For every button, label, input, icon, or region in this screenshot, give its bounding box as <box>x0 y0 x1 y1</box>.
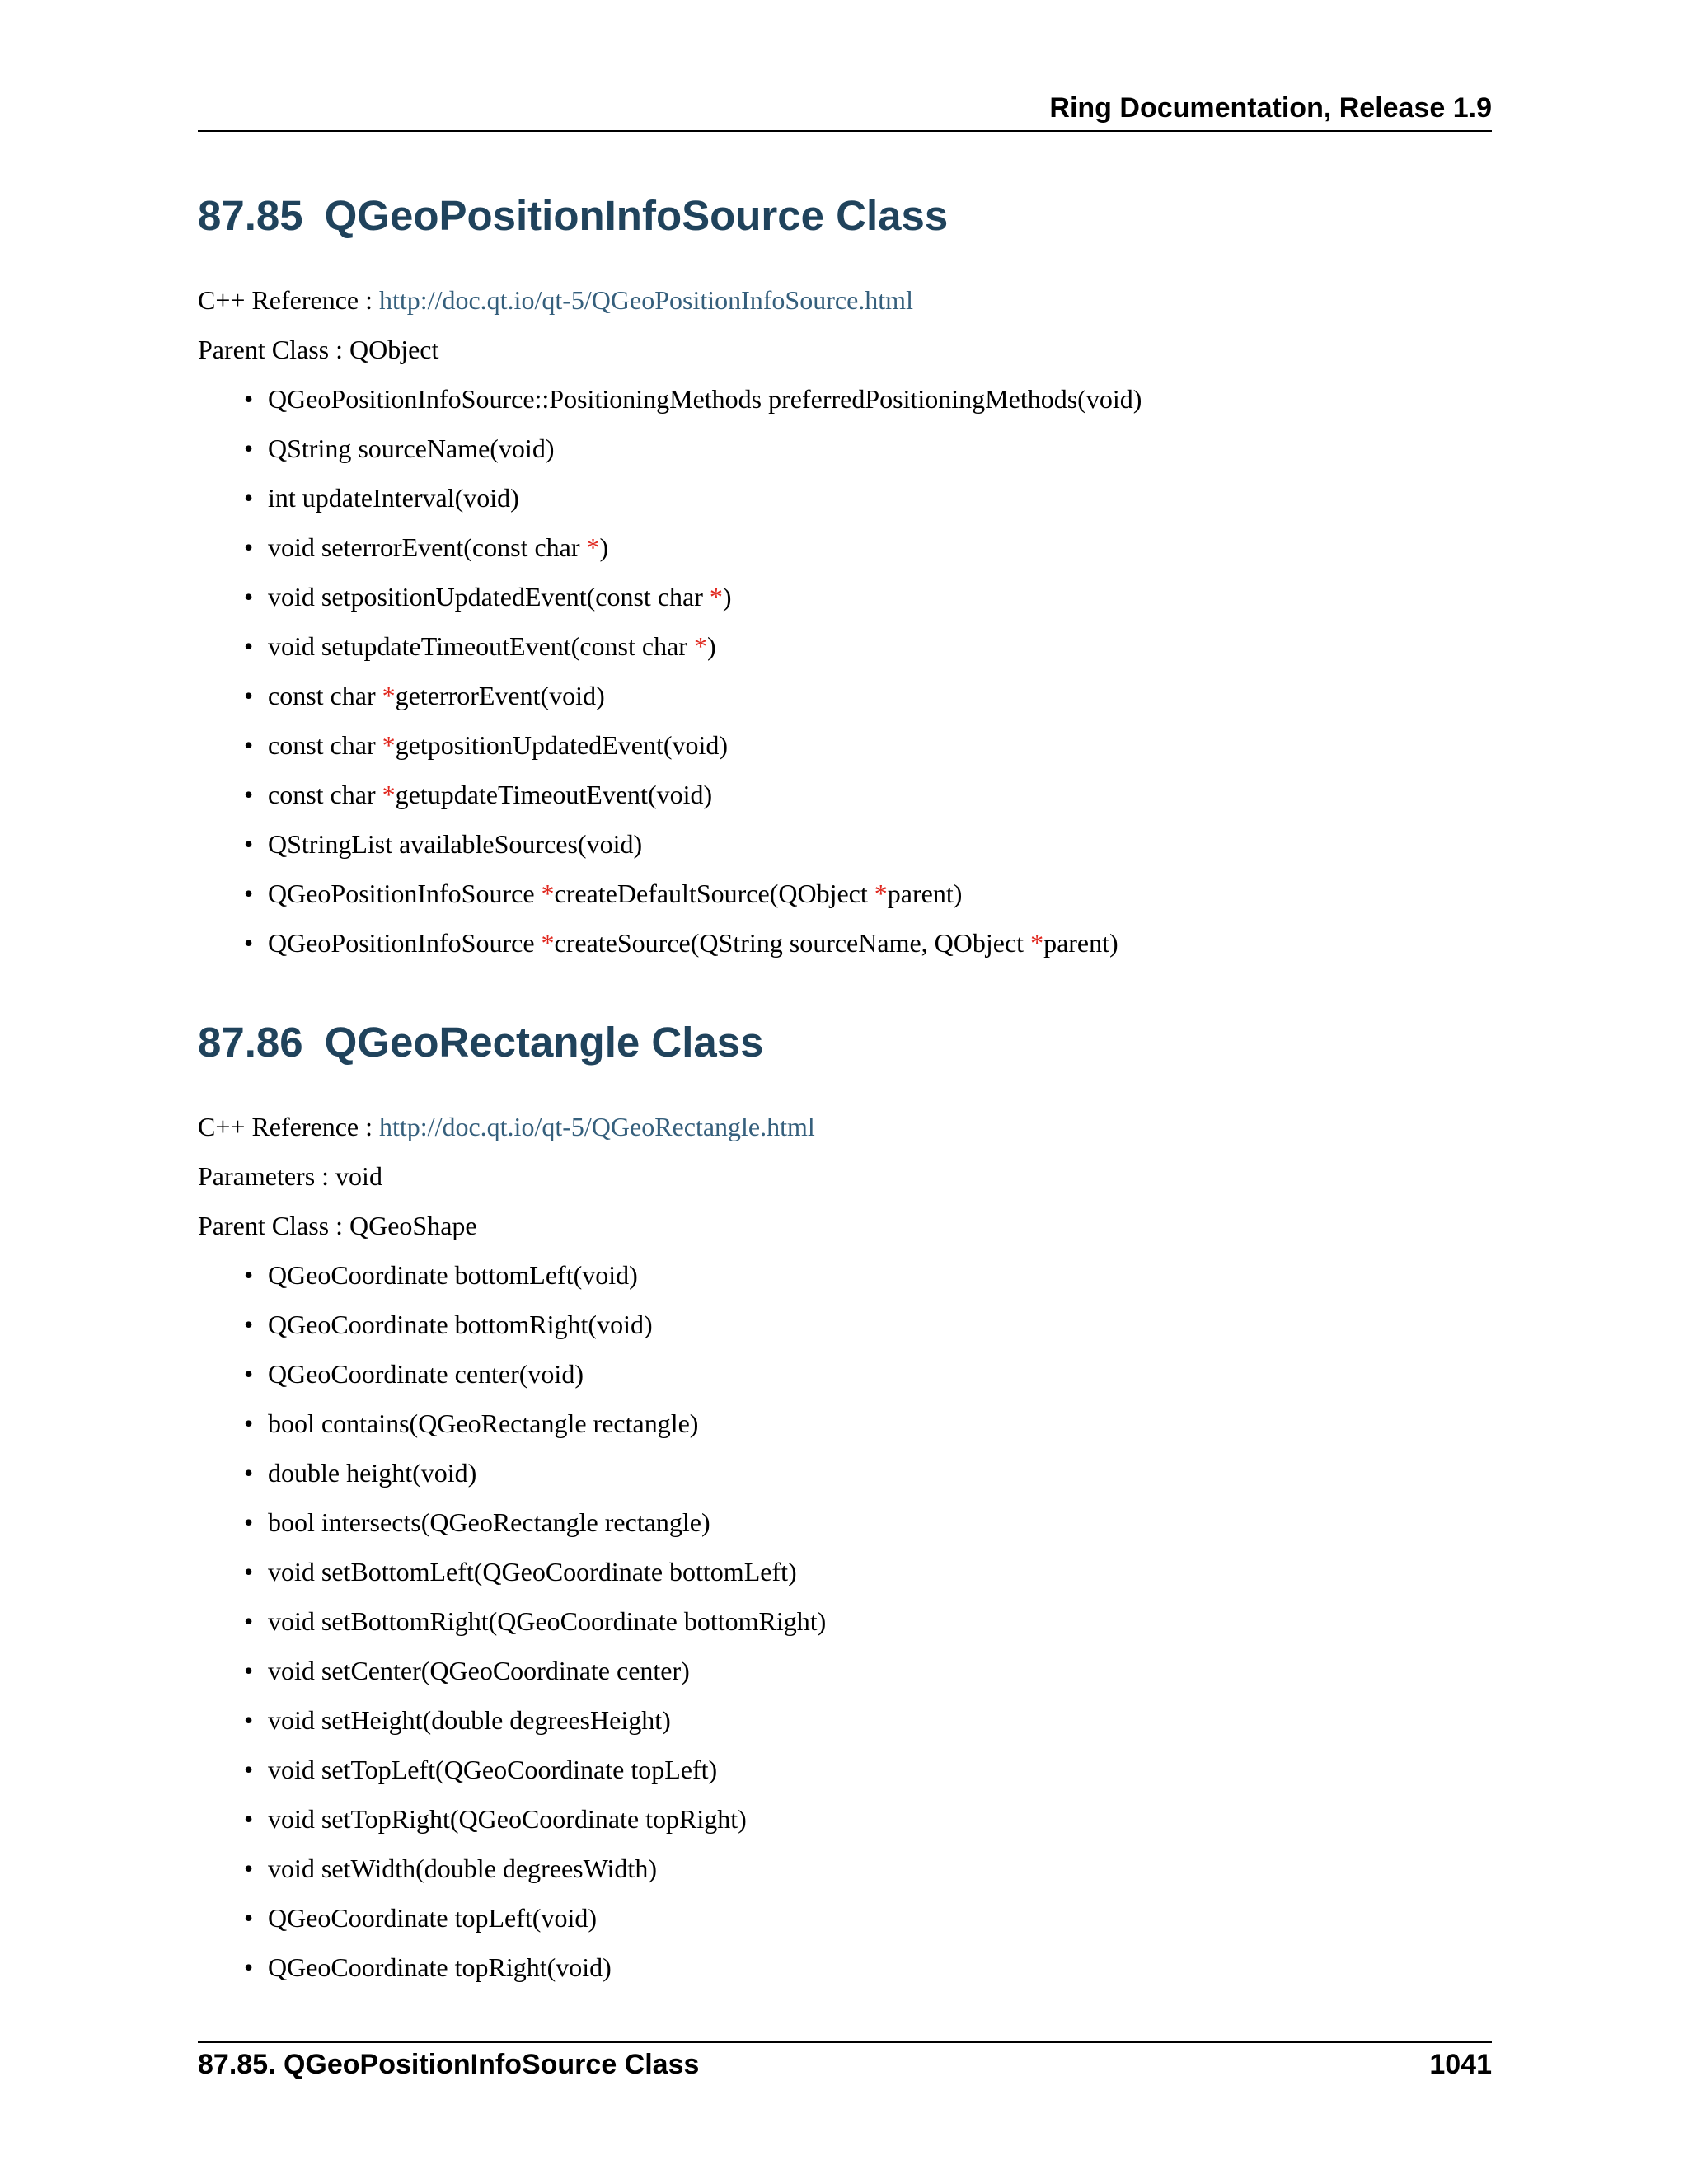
section-number: 87.85 <box>198 192 303 239</box>
method-list-qgeopositioninfosource <box>198 382 1142 976</box>
method-text: parent) <box>887 879 963 908</box>
cpp-reference-line <box>198 284 913 316</box>
method-text: ) <box>706 631 716 661</box>
method-item <box>198 382 1142 432</box>
method-text: parent) <box>1043 928 1118 958</box>
page-number: 1041 <box>1429 2049 1492 2080</box>
method-text: QString sourceName(void) <box>268 434 555 463</box>
method-text: QStringList availableSources(void) <box>268 829 643 859</box>
cpp-reference-label: C++ Reference : <box>198 285 379 315</box>
method-item <box>198 481 1142 531</box>
header-rule <box>198 130 1492 132</box>
section-heading-qgeorectangle <box>198 1018 764 1066</box>
section-title-text: QGeoRectangle Class <box>324 1019 764 1066</box>
method-item <box>198 1654 826 1704</box>
method-text: createSource(QString sourceName, QObject <box>554 928 1031 958</box>
method-text: QGeoCoordinate bottomRight(void) <box>268 1310 653 1339</box>
method-item <box>198 432 1142 481</box>
cpp-reference-line <box>198 1110 815 1143</box>
pointer-star: * <box>382 730 396 760</box>
method-text: QGeoCoordinate topLeft(void) <box>268 1903 597 1933</box>
method-item <box>198 1407 826 1456</box>
method-item <box>198 630 1142 679</box>
method-text: const char <box>268 730 382 760</box>
method-item <box>198 926 1142 976</box>
method-text: void setCenter(QGeoCoordinate center) <box>268 1656 690 1685</box>
method-item <box>198 1555 826 1605</box>
method-item <box>198 778 1142 827</box>
section-heading-qgeopositioninfosource <box>198 191 948 240</box>
method-text: void setHeight(double degreesHeight) <box>268 1705 671 1735</box>
method-text: geterrorEvent(void) <box>395 681 605 710</box>
parent-class-line: Parent Class : QGeoShape <box>198 1211 477 1240</box>
method-item <box>198 1753 826 1802</box>
pointer-star: * <box>874 879 888 908</box>
method-item <box>198 827 1142 877</box>
method-item <box>198 1308 826 1357</box>
parameters-line: Parameters : void <box>198 1161 382 1191</box>
method-text: void setTopLeft(QGeoCoordinate topLeft) <box>268 1755 718 1784</box>
parent-class-line: Parent Class : QObject <box>198 335 439 364</box>
running-header: Ring Documentation, Release 1.9 <box>1049 92 1492 124</box>
section-title-text: QGeoPositionInfoSource Class <box>324 192 949 239</box>
footer-rule <box>198 2041 1492 2043</box>
method-text: getpositionUpdatedEvent(void) <box>395 730 729 760</box>
method-text: void setBottomLeft(QGeoCoordinate bottomLeft) <box>268 1557 797 1586</box>
method-text: void setTopRight(QGeoCoordinate topRight) <box>268 1804 747 1834</box>
method-text: QGeoPositionInfoSource <box>268 928 542 958</box>
pointer-star: * <box>541 928 555 958</box>
method-text: getupdateTimeoutEvent(void) <box>395 780 713 809</box>
method-text: void setpositionUpdatedEvent(const char <box>268 582 710 612</box>
method-text: void setupdateTimeoutEvent(const char <box>268 631 694 661</box>
method-text: int updateInterval(void) <box>268 483 519 513</box>
method-item <box>198 1852 826 1901</box>
method-item <box>198 679 1142 729</box>
method-item <box>198 1258 826 1308</box>
method-text: QGeoPositionInfoSource <box>268 879 542 908</box>
method-item <box>198 1802 826 1852</box>
section-number: 87.86 <box>198 1019 303 1066</box>
method-text: bool contains(QGeoRectangle rectangle) <box>268 1408 699 1438</box>
method-text: const char <box>268 681 382 710</box>
method-text: QGeoCoordinate topRight(void) <box>268 1952 612 1982</box>
method-item <box>198 1357 826 1407</box>
method-list-qgeorectangle <box>198 1258 826 2000</box>
method-text: QGeoCoordinate bottomLeft(void) <box>268 1260 638 1290</box>
cpp-reference-link[interactable]: http://doc.qt.io/qt-5/QGeoPositionInfoSource.html <box>379 285 913 315</box>
method-item <box>198 1951 826 2000</box>
method-item <box>198 1456 826 1506</box>
method-item <box>198 729 1142 778</box>
footer-section-label: 87.85. QGeoPositionInfoSource Class <box>198 2049 700 2080</box>
method-text: void setBottomRight(QGeoCoordinate bottomRight) <box>268 1606 827 1636</box>
pointer-star: * <box>541 879 555 908</box>
method-text: ) <box>599 532 609 562</box>
pointer-star: * <box>382 780 396 809</box>
method-item <box>198 1901 826 1951</box>
method-item <box>198 1704 826 1753</box>
method-item <box>198 1506 826 1555</box>
method-text: void setWidth(double degreesWidth) <box>268 1854 657 1883</box>
method-text: const char <box>268 780 382 809</box>
method-text: QGeoPositionInfoSource::PositioningMethods preferredPositioningMethods(void) <box>268 384 1142 414</box>
method-item <box>198 580 1142 630</box>
method-text: void seterrorEvent(const char <box>268 532 587 562</box>
pointer-star: * <box>1030 928 1044 958</box>
pointer-star: * <box>709 582 723 612</box>
method-text: createDefaultSource(QObject <box>554 879 874 908</box>
pointer-star: * <box>586 532 600 562</box>
document-page <box>198 0 1492 2184</box>
pointer-star: * <box>382 681 396 710</box>
method-text: double height(void) <box>268 1458 477 1488</box>
method-item <box>198 531 1142 580</box>
method-item <box>198 877 1142 926</box>
method-item <box>198 1605 826 1654</box>
cpp-reference-label: C++ Reference : <box>198 1112 379 1141</box>
method-text: QGeoCoordinate center(void) <box>268 1359 584 1389</box>
cpp-reference-link[interactable]: http://doc.qt.io/qt-5/QGeoRectangle.html <box>379 1112 815 1141</box>
pointer-star: * <box>693 631 707 661</box>
method-text: ) <box>722 582 732 612</box>
method-text: bool intersects(QGeoRectangle rectangle) <box>268 1507 710 1537</box>
